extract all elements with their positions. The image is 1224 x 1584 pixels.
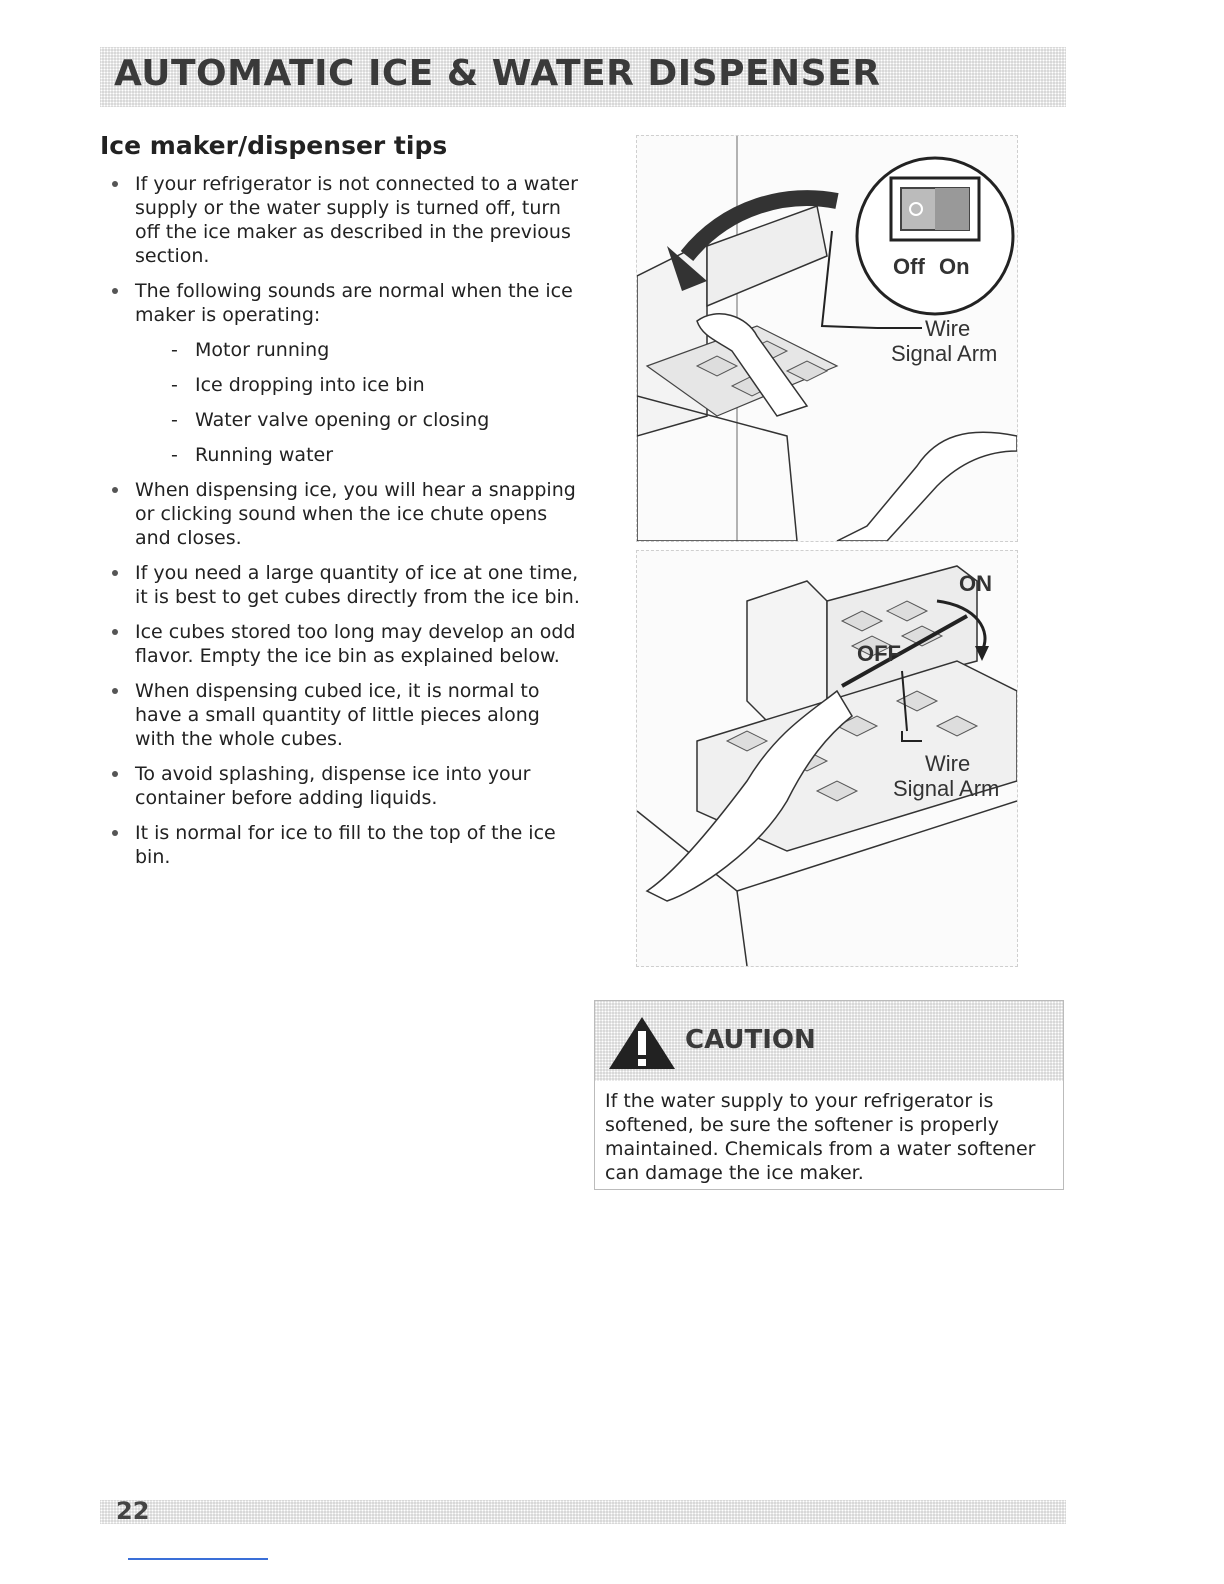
bullet-icon <box>112 181 118 187</box>
signal-arm-illustration <box>636 550 1018 967</box>
switch-off-label: Off <box>893 254 925 279</box>
list-item: - Motor running <box>171 339 330 361</box>
wire-label: Wire <box>925 316 971 341</box>
page-title: AUTOMATIC ICE & WATER DISPENSER <box>114 53 881 94</box>
caution-title: CAUTION <box>685 1025 816 1055</box>
list-item: - Ice dropping into ice bin <box>171 374 425 396</box>
ice-maker-switch-illustration <box>636 135 1018 542</box>
wire-label: Wire <box>925 751 971 776</box>
bullet-icon <box>112 830 118 836</box>
arm-off-label: OFF <box>857 641 901 666</box>
bullet-icon <box>112 487 118 493</box>
list-item: If your refrigerator is not connected to a water supply or the water supply is turned off, turn off the ice maker as described in the previous section. <box>110 172 580 268</box>
list-item: It is normal for ice to fill to the top of the ice bin. <box>110 821 580 869</box>
bullet-icon <box>112 570 118 576</box>
switch-on-label: On <box>939 254 970 279</box>
arm-on-label: ON <box>959 571 992 596</box>
caution-box <box>594 1000 1064 1190</box>
caution-header <box>595 1001 1063 1081</box>
list-item: - Running water <box>171 444 334 466</box>
tips-list <box>110 172 580 880</box>
bullet-icon <box>112 688 118 694</box>
bullet-icon <box>112 288 118 294</box>
list-item: To avoid splashing, dispense ice into your container before adding liquids. <box>110 762 580 810</box>
signal-arm-label: Signal Arm <box>891 341 998 366</box>
list-item: When dispensing cubed ice, it is normal to have a small quantity of little pieces along with the whole cubes. <box>110 679 580 751</box>
bullet-icon <box>112 771 118 777</box>
signal-arm-label: Signal Arm <box>893 776 1000 801</box>
bullet-icon <box>112 629 118 635</box>
sounds-list <box>171 338 580 467</box>
caution-text: If the water supply to your refrigerator is softened, be sure the softener is properly maintained. Chemicals from a water softener can damage the ice maker. <box>605 1090 1036 1184</box>
ice-maker-switch-drawing <box>637 136 1017 541</box>
warning-icon <box>607 1015 677 1071</box>
list-item: Ice cubes stored too long may develop an odd flavor. Empty the ice bin as explained below. <box>110 620 580 668</box>
list-item: - Water valve opening or closing <box>171 409 490 431</box>
section-heading: Ice maker/dispenser tips <box>100 131 448 160</box>
page-number: 22 <box>116 1497 150 1525</box>
list-item: The following sounds are normal when the ice maker is operating: - Motor running - Ice dropping into ice bin - Water valve opening or closing - Running water <box>110 279 580 467</box>
signal-arm-drawing <box>637 551 1017 966</box>
bottom-rule <box>128 1558 268 1560</box>
page-header-banner <box>100 47 1066 107</box>
list-item: If you need a large quantity of ice at one time, it is best to get cubes directly from the ice bin. <box>110 561 580 609</box>
list-item: When dispensing ice, you will hear a snapping or clicking sound when the ice chute opens and closes. <box>110 478 580 550</box>
footer-bar <box>100 1497 1066 1525</box>
